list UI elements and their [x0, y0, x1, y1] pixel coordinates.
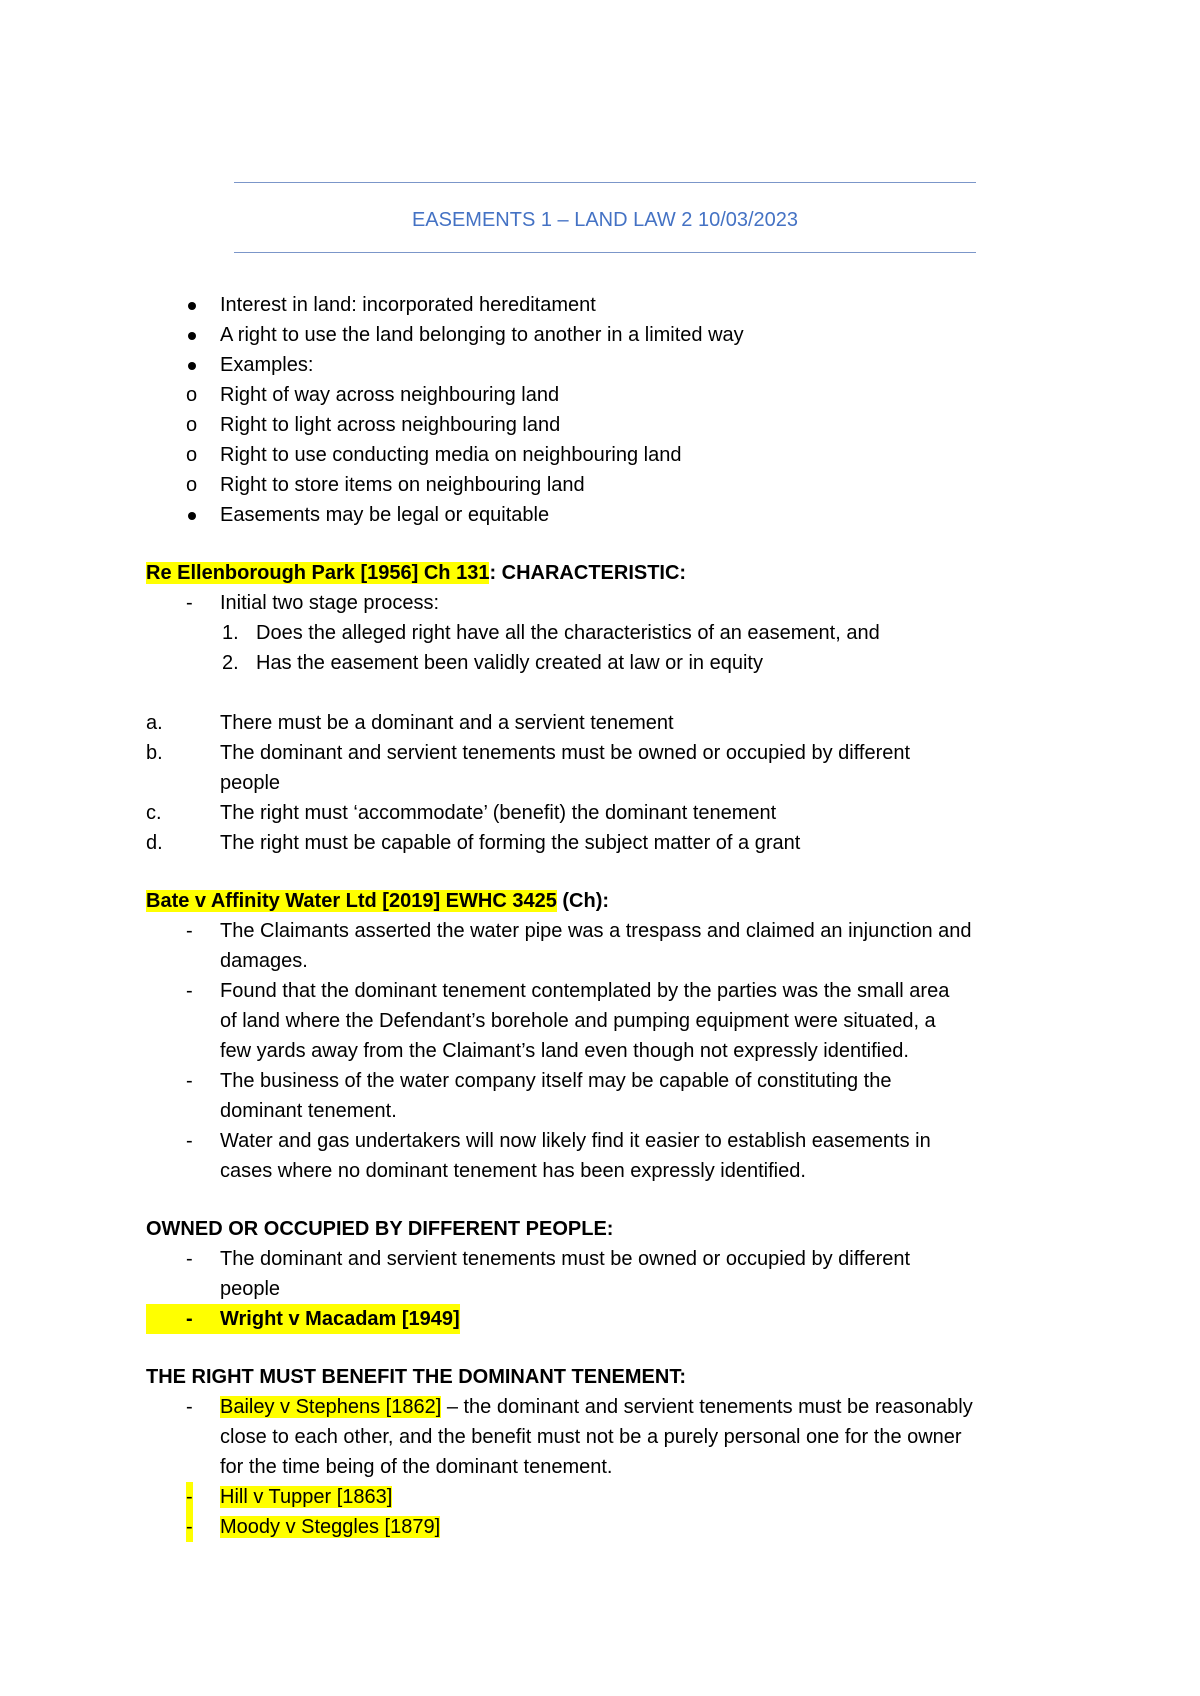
case-citation: Re Ellenborough Park [1956] Ch 131 [146, 562, 490, 584]
lettered-item: b. The dominant and servient tenements must be owned or occupied by different [146, 742, 911, 764]
case-citation: Hill v Tupper [1863] [220, 1486, 393, 1508]
section-heading-benefit: THE RIGHT MUST BENEFIT THE DOMINANT TENEMENT: [146, 1366, 686, 1388]
section-heading-ellenborough: Re Ellenborough Park [1956] Ch 131: CHARACTERISTIC: [146, 562, 687, 584]
circle-bullet-icon: o [186, 384, 198, 406]
bullet-icon [188, 362, 196, 370]
title-rule-bottom [234, 252, 976, 253]
example-item: o Right to light across neighbouring land [146, 410, 1076, 440]
example-item: o Right to store items on neighbouring land [146, 470, 1076, 500]
lettered-item-continuation: people [220, 772, 281, 794]
list-item: Examples: [146, 350, 1076, 380]
dash-item: - The Claimants asserted the water pipe was a trespass and claimed an injunction and [186, 920, 972, 942]
dash-item-continuation: close to each other, and the benefit must not be a purely personal one for the owner [220, 1426, 962, 1448]
title-rule-top [234, 182, 976, 183]
numbered-item: 2. Has the easement been validly created at law or in equity [222, 652, 763, 674]
dash-item-continuation: few yards away from the Claimant’s land even though not expressly identified. [220, 1040, 909, 1062]
page-title: EASEMENTS 1 – LAND LAW 2 10/03/2023 [411, 209, 799, 231]
dash-item-continuation: people [220, 1278, 281, 1300]
numbered-item: 1. Does the alleged right have all the characteristics of an easement, and [222, 622, 880, 644]
section-heading-bate: Bate v Affinity Water Ltd [2019] EWHC 3425 (Ch): [146, 890, 610, 912]
dash-item: - Water and gas undertakers will now likely find it easier to establish easements in [186, 1130, 931, 1152]
dash-item: - The business of the water company itself may be capable of constituting the [186, 1070, 892, 1092]
dash-item-continuation: of land where the Defendant’s borehole and pumping equipment were situated, a [220, 1010, 936, 1032]
circle-bullet-icon: o [186, 474, 198, 496]
bullet-icon [188, 332, 196, 340]
list-item: Easements may be legal or equitable [146, 500, 1076, 530]
bullet-icon [188, 512, 196, 520]
circle-bullet-icon: o [186, 444, 198, 466]
case-item: - Hill v Tupper [1863] [146, 1482, 1076, 1512]
list-item: Interest in land: incorporated hereditament [146, 290, 1076, 320]
case-citation: Bate v Affinity Water Ltd [2019] EWHC 3425 [146, 890, 557, 912]
lettered-item: c. The right must ‘accommodate’ (benefit) the dominant tenement [146, 802, 777, 824]
dash-item-continuation: damages. [220, 950, 308, 972]
list-item: A right to use the land belonging to another in a limited way [146, 320, 1076, 350]
example-item: o Right to use conducting media on neighbouring land [146, 440, 1076, 470]
lettered-item: d. The right must be capable of forming the subject matter of a grant [146, 832, 801, 854]
case-citation: Wright v Macadam [1949] [220, 1304, 460, 1334]
dash-item-continuation: cases where no dominant tenement has been expressly identified. [220, 1160, 806, 1182]
case-item: - Wright v Macadam [1949] [146, 1304, 1076, 1334]
case-citation: Bailey v Stephens [1862] [220, 1396, 442, 1418]
dash-item: - Found that the dominant tenement contemplated by the parties was the small area [186, 980, 950, 1002]
dash-item: - Bailey v Stephens [1862] – the dominant and servient tenements must be reasonably [186, 1396, 973, 1418]
dash-item: - Initial two stage process: [186, 592, 439, 614]
case-item: - Moody v Steggles [1879] [146, 1512, 1076, 1542]
dash-item: - The dominant and servient tenements must be owned or occupied by different [186, 1248, 911, 1270]
example-item: o Right of way across neighbouring land [146, 380, 1076, 410]
document-body [146, 290, 1076, 1542]
lettered-item: a. There must be a dominant and a servient tenement [146, 712, 674, 734]
section-heading-owned: OWNED OR OCCUPIED BY DIFFERENT PEOPLE: [146, 1218, 614, 1240]
dash-item-continuation: for the time being of the dominant tenement. [220, 1456, 613, 1478]
bullet-icon [188, 302, 196, 310]
case-citation: Moody v Steggles [1879] [220, 1516, 441, 1538]
circle-bullet-icon: o [186, 414, 198, 436]
dash-item-continuation: dominant tenement. [220, 1100, 397, 1122]
